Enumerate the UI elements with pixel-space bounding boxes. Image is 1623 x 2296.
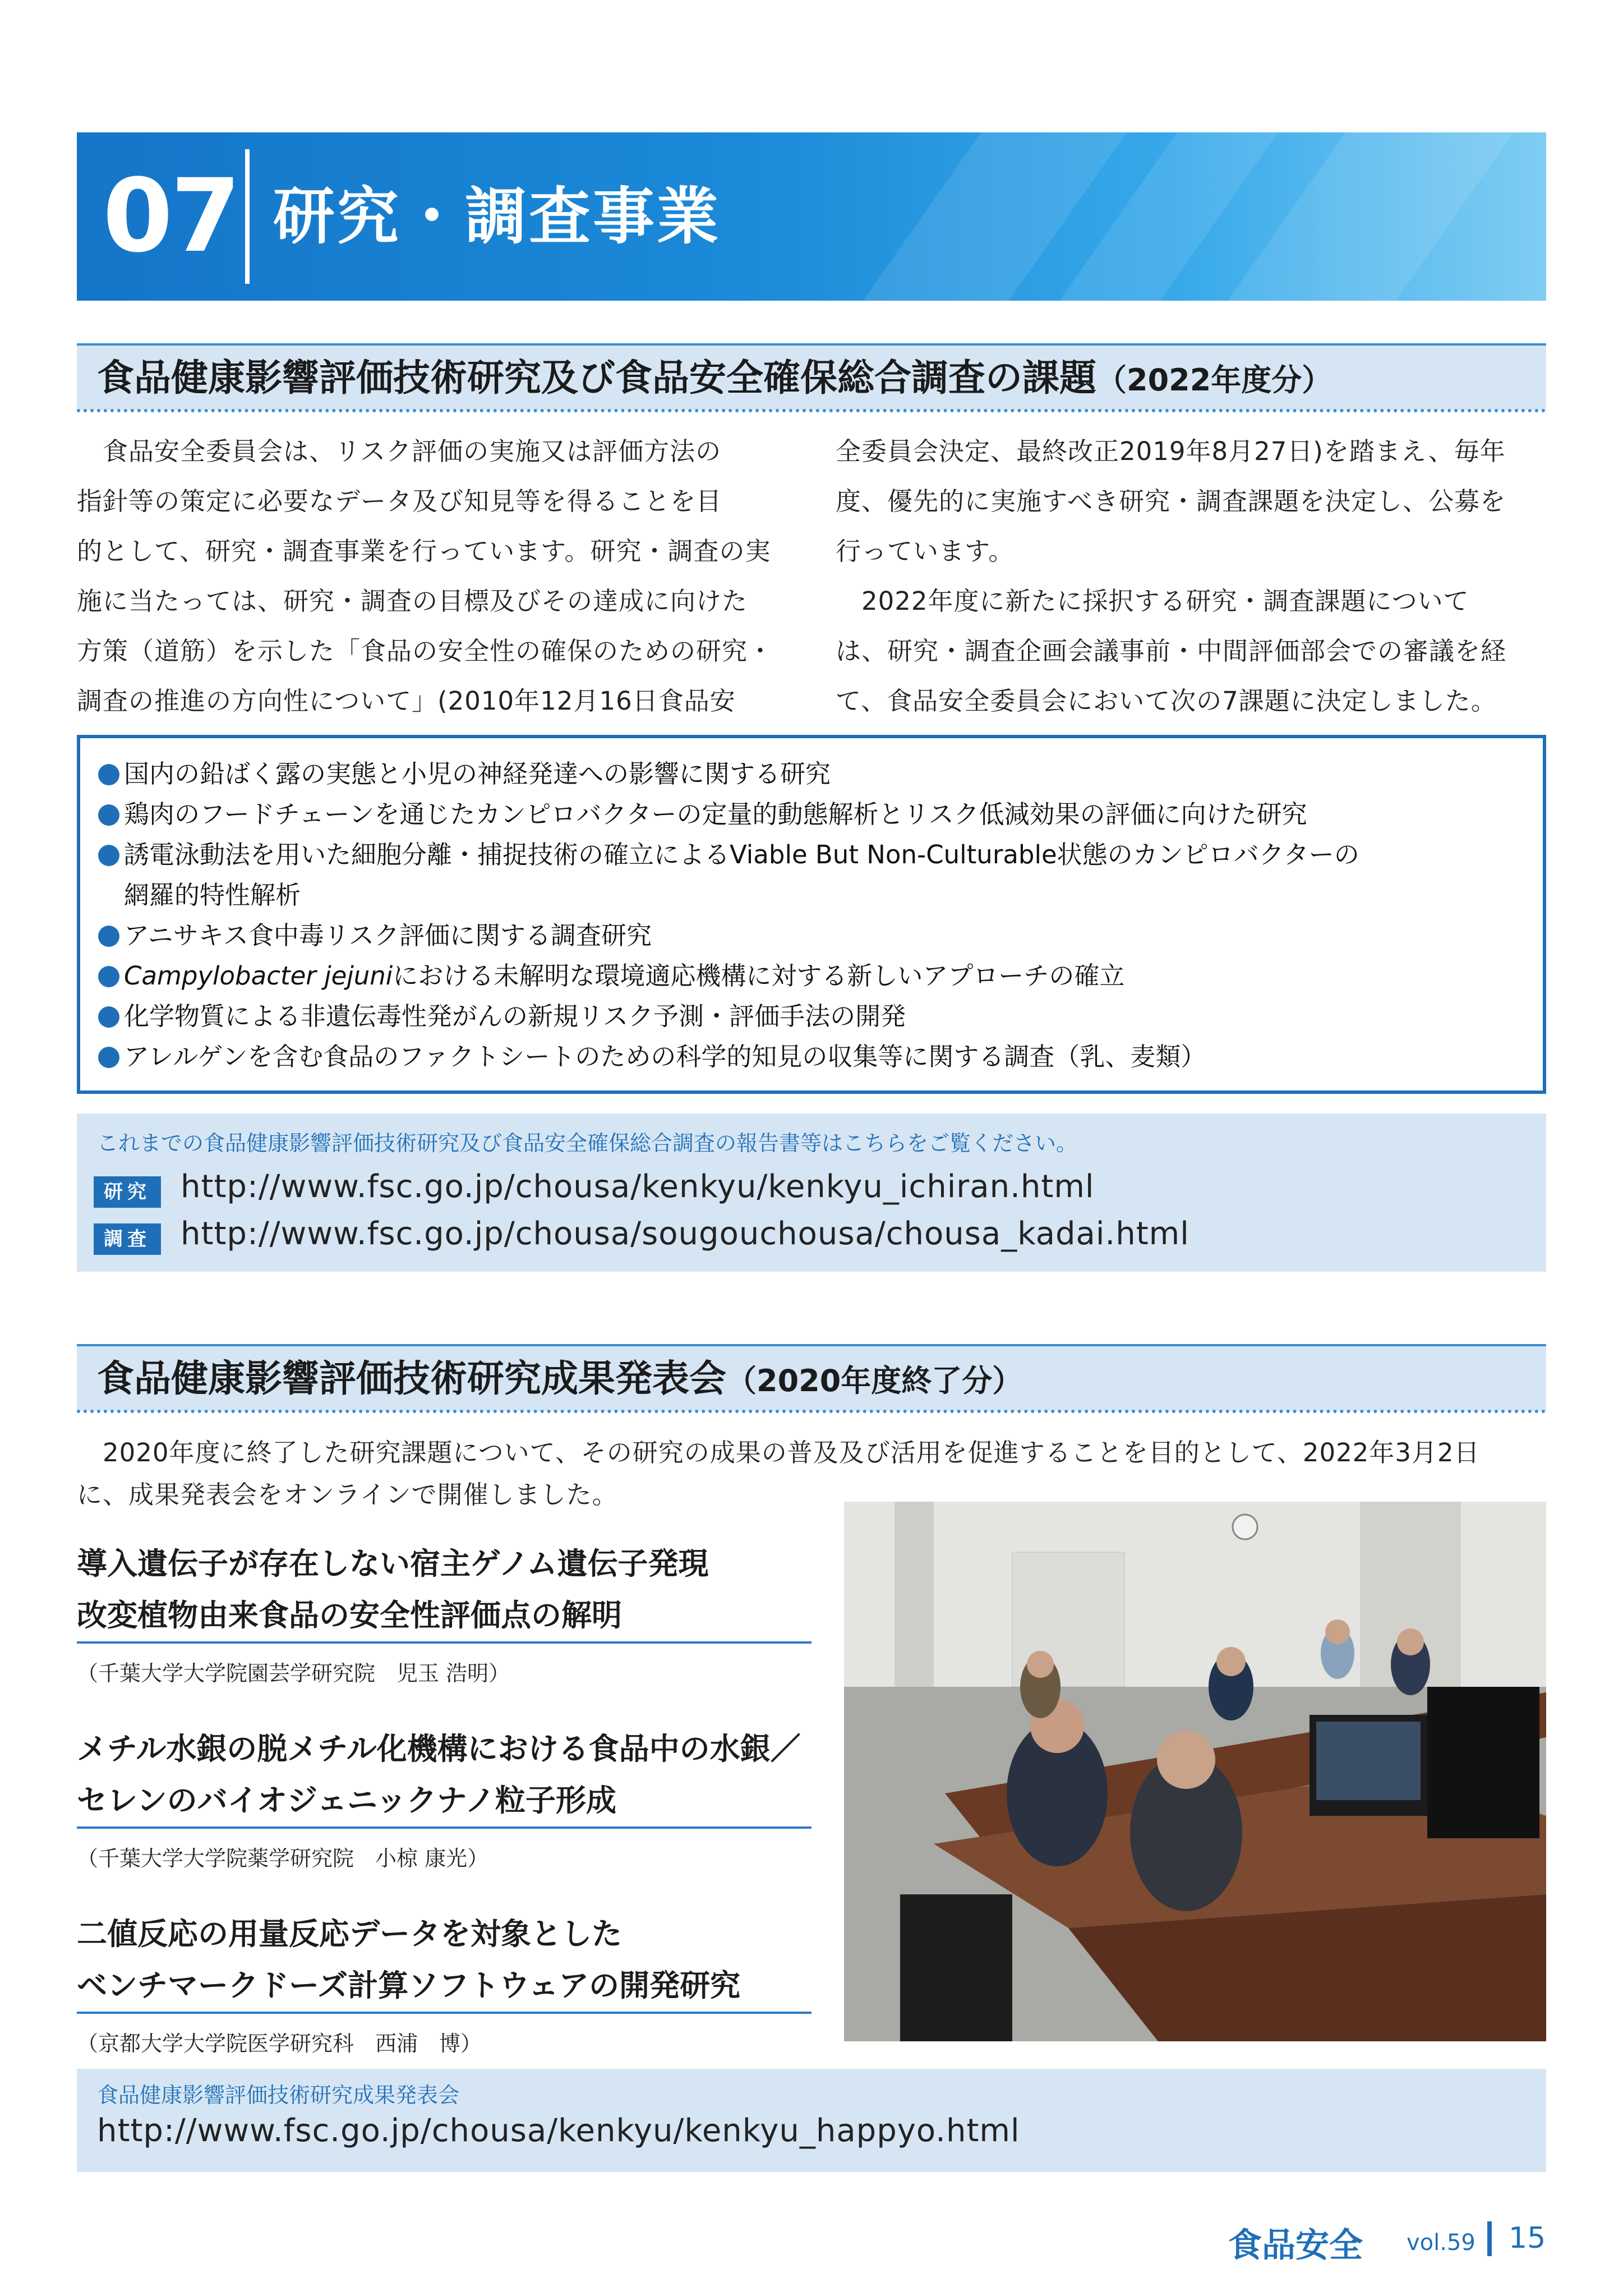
text-line: 指針等の策定に必要なデータ及び知見等を得ることを目 bbox=[77, 486, 722, 516]
tag-research: 研究 bbox=[94, 1176, 161, 1208]
topic-text: 誘電泳動法を用いた細胞分離・捕捉技術の確立によるViable But Non-Culturable状態のカンピロバクターの bbox=[124, 840, 1359, 869]
presentation-author-2: （千葉大学大学院薬学研究院 小椋 康光） bbox=[77, 1846, 489, 1871]
topic-text: アレルゲンを含む食品のファクトシートのための科学的知見の収集等に関する調査（乳、麦類） bbox=[124, 1042, 1206, 1071]
meeting-photo-illustration bbox=[844, 1502, 1546, 2041]
section-number: 07 bbox=[103, 158, 239, 275]
list-item bbox=[98, 794, 1307, 835]
text-line: 2020年度に終了した研究課題について、その研究の成果の普及及び活用を促進することを目的として、2022年3月2日 bbox=[77, 1438, 1480, 1467]
bullet-icon bbox=[98, 1006, 119, 1028]
heading-text: 食品健康影響評価技術研究成果発表会 bbox=[97, 1357, 726, 1400]
page-number: 15 bbox=[1509, 2221, 1546, 2255]
topic-text: 国内の鉛ばく露の実態と小児の神経発達への影響に関する研究 bbox=[124, 759, 831, 789]
dotted-divider bbox=[77, 409, 1546, 412]
intro-column-left bbox=[77, 426, 800, 726]
list-item-continuation: 網羅的特性解析 bbox=[124, 880, 301, 910]
tag-survey: 調査 bbox=[94, 1223, 161, 1255]
title-underline bbox=[77, 2012, 811, 2014]
presentation-title-3 bbox=[77, 1908, 811, 2012]
list-item bbox=[98, 956, 1124, 996]
text-line: 方策（道筋）を示した「食品の安全性の確保のための研究・ bbox=[77, 636, 774, 666]
topics-box bbox=[77, 735, 1546, 1094]
text-line: て、食品安全委員会において次の7課題に決定しました。 bbox=[836, 686, 1497, 716]
topic-text: 鶏肉のフードチェーンを通じたカンピロバクターの定量的動態解析とリスク低減効果の評価に向けた研究 bbox=[124, 799, 1307, 829]
presentation-author-1: （千葉大学大学院園芸学研究院 児玉 浩明） bbox=[77, 1661, 510, 1686]
magazine-title: 食品安全 bbox=[1228, 2226, 1363, 2265]
title-line: 二値反応の用量反応データを対象とした bbox=[77, 1916, 622, 1952]
title-line: 改変植物由来食品の安全性評価点の解明 bbox=[77, 1598, 622, 1633]
list-item bbox=[98, 754, 831, 794]
text-line: 施に当たっては、研究・調査の目標及びその達成に向けた bbox=[77, 586, 748, 616]
bullet-icon bbox=[98, 966, 119, 987]
title-underline bbox=[77, 1641, 811, 1644]
subsection-heading-1 bbox=[77, 343, 1546, 410]
bullet-icon bbox=[98, 804, 119, 826]
bullet-icon bbox=[98, 764, 119, 785]
links-box-2 bbox=[77, 2069, 1546, 2172]
presentation-title-2 bbox=[77, 1723, 811, 1826]
section-title: 研究・調査事業 bbox=[273, 181, 721, 252]
heading-text: 食品健康影響評価技術研究及び食品安全確保総合調査の課題 bbox=[97, 356, 1096, 399]
species-name: Campylobacter jejuni bbox=[124, 961, 393, 991]
list-item bbox=[98, 1037, 1206, 1077]
section-banner bbox=[77, 132, 1546, 301]
research-link[interactable]: http://www.fsc.go.jp/chousa/kenkyu/kenkyu_ichiran.html bbox=[181, 1168, 1095, 1205]
bullet-icon bbox=[98, 845, 119, 866]
intro-column-right bbox=[836, 426, 1548, 726]
subsection-heading-2 bbox=[77, 1344, 1546, 1411]
heading-suffix: （2022年度分） bbox=[1096, 362, 1332, 398]
volume-label: vol.59 bbox=[1407, 2230, 1476, 2256]
title-line: 導入遺伝子が存在しない宿主ゲノム遺伝子発現 bbox=[77, 1546, 709, 1581]
survey-link[interactable]: http://www.fsc.go.jp/chousa/sougouchousa/chousa_kadai.html bbox=[181, 1216, 1189, 1252]
presentation-title-1 bbox=[77, 1538, 811, 1641]
title-line: セレンのバイオジェニックナノ粒子形成 bbox=[77, 1783, 617, 1818]
meeting-photo bbox=[844, 1502, 1546, 2041]
list-item bbox=[98, 915, 652, 956]
presentation-author-3: （京都大学大学院医学研究科 西浦 博） bbox=[77, 2031, 482, 2056]
topic-text: 化学物質による非遺伝毒性発がんの新規リスク予測・評価手法の開発 bbox=[124, 1001, 906, 1031]
links-box bbox=[77, 1114, 1546, 1272]
topic-text: アニサキス食中毒リスク評価に関する調査研究 bbox=[124, 921, 652, 950]
text-line: 調査の推進の方向性について」(2010年12月16日食品安 bbox=[77, 686, 736, 716]
footer-divider bbox=[1487, 2221, 1492, 2256]
text-line: 度、優先的に実施すべき研究・調査課題を決定し、公募を bbox=[836, 486, 1506, 516]
links-note: 食品健康影響評価技術研究成果発表会 bbox=[97, 2083, 460, 2108]
list-item bbox=[98, 996, 906, 1037]
presentation-link[interactable]: http://www.fsc.go.jp/chousa/kenkyu/kenkyu_happyo.html bbox=[97, 2113, 1020, 2149]
links-note: これまでの食品健康影響評価技術研究及び食品安全確保総合調査の報告書等はこちらをご覧ください。 bbox=[97, 1131, 1078, 1156]
text-line: 的として、研究・調査事業を行っています。研究・調査の実 bbox=[77, 536, 771, 566]
list-item bbox=[98, 835, 1359, 875]
text-line: は、研究・調査企画会議事前・中間評価部会での審議を経 bbox=[836, 636, 1507, 666]
text-line: 食品安全委員会は、リスク評価の実施又は評価方法の bbox=[77, 436, 722, 466]
title-line: ベンチマークドーズ計算ソフトウェアの開発研究 bbox=[77, 1968, 741, 2003]
text-line: に、成果発表会をオンラインで開催しました。 bbox=[77, 1480, 618, 1510]
text-line: 行っています。 bbox=[836, 536, 1015, 566]
dotted-divider bbox=[77, 1410, 1546, 1413]
heading-suffix: （2020年度終了分） bbox=[726, 1363, 1023, 1398]
bullet-icon bbox=[98, 1047, 119, 1068]
text-line: 2022年度に新たに採択する研究・調査課題について bbox=[836, 586, 1469, 616]
topic-text: における未解明な環境適応機構に対する新しいアプローチの確立 bbox=[393, 961, 1125, 991]
title-line: メチル水銀の脱メチル化機構における食品中の水銀／ bbox=[77, 1731, 801, 1766]
title-underline bbox=[77, 1826, 811, 1829]
text-line: 全委員会決定、最終改正2019年8月27日)を踏まえ、毎年 bbox=[836, 436, 1506, 466]
bullet-icon bbox=[98, 926, 119, 947]
banner-divider bbox=[245, 149, 250, 284]
